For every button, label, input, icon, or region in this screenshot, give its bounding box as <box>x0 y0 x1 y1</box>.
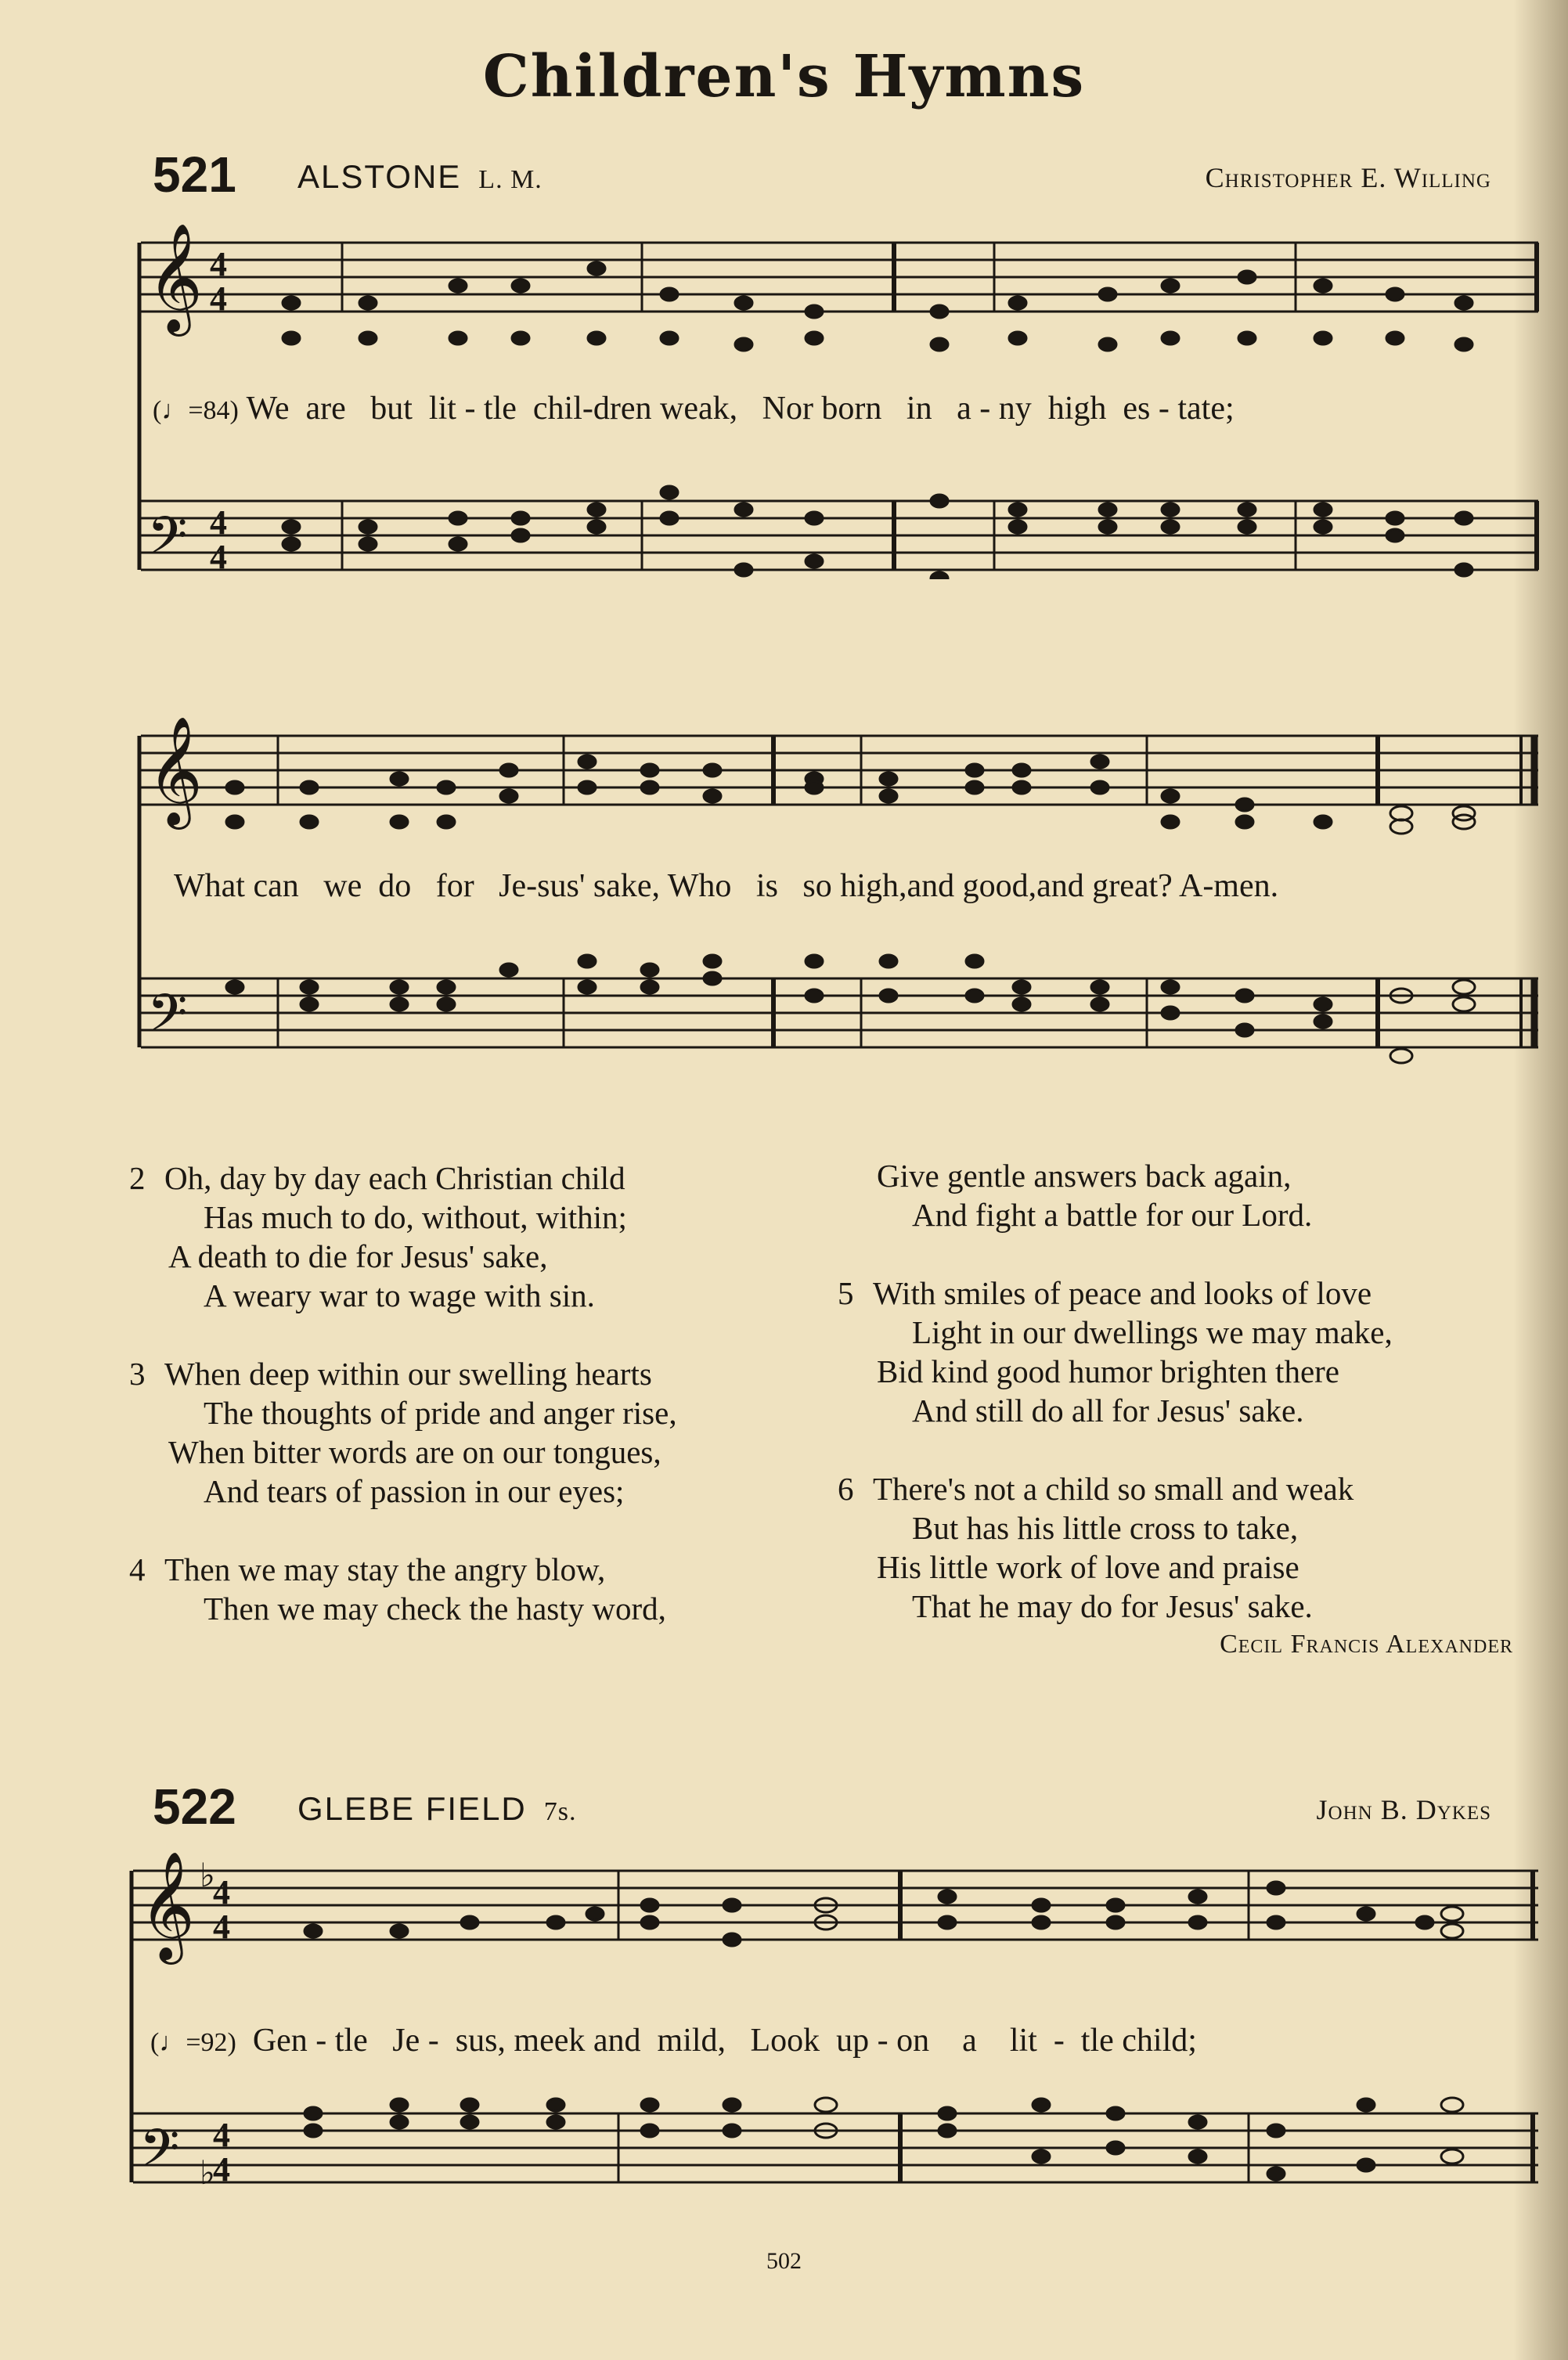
tempo-marking: (♩=92) <box>150 2028 236 2057</box>
hymn-521-header <box>153 141 1491 204</box>
flat-icon: ♭ <box>200 2153 215 2192</box>
lyric-line: (♩=84) We are but lit - tle chil-dren weak, Nor born in a - ny high es - tate; <box>153 391 1235 427</box>
bass-clef-icon: 𝄢 <box>147 506 188 578</box>
lyric-line: What can we do for Je-sus' sake, Who is so high,and good,and great? A-men. <box>174 868 1279 904</box>
meter: L. M. <box>478 165 542 194</box>
tune-name: ALSTONE L. M. <box>297 158 542 195</box>
treble-clef-icon: 𝄞 <box>139 1851 195 1960</box>
lyric-line: (♩=92) Gen - tle Je - sus, meek and mild, Look up - on a lit - tle child; <box>150 2023 1197 2059</box>
hymn-number: 522 <box>153 1778 236 1835</box>
verse-4-start: 4 Then we may stay the angry blow, Then we may check the hasty word, <box>129 1551 666 1627</box>
svg-text:4: 4 <box>210 538 227 576</box>
verse-number: 6 <box>838 1471 854 1507</box>
verse-number: 2 <box>129 1160 146 1196</box>
note-heads <box>226 755 1475 1063</box>
verse-number: 4 <box>129 1551 146 1587</box>
hymn-522-header <box>153 1773 1491 1836</box>
page-number: 502 <box>766 2248 802 2274</box>
verse-number: 5 <box>838 1275 854 1311</box>
time-signature-top: 4 <box>210 245 227 283</box>
hymn-number: 521 <box>153 146 236 203</box>
verse-2: 2 Oh, day by day each Christian child Has much to do, without, within; A death to die for Jesus' sake, A weary war to wage with sin. <box>129 1160 627 1313</box>
section-title: Children's Hymns <box>482 43 1086 110</box>
svg-text:4: 4 <box>210 503 227 542</box>
verse-number: 3 <box>129 1356 146 1392</box>
composer: John B. Dykes <box>1316 1794 1491 1825</box>
tune-name: GLEBE FIELD 7s. <box>297 1790 577 1827</box>
verse-3: 3 When deep within our swelling hearts The thoughts of pride and anger rise, When bitter words are on our tongues, And tears of passion in our eyes; <box>129 1356 677 1509</box>
bass-clef-icon: 𝄢 <box>147 983 188 1056</box>
time-signature-bottom: 4 <box>210 279 227 318</box>
tempo-marking: (♩=84) <box>153 396 239 425</box>
verses-left-column <box>129 1158 834 1667</box>
bass-clef-icon: 𝄢 <box>139 2118 180 2191</box>
composer: Christopher E. Willing <box>1205 162 1491 193</box>
verse-6: 6 There's not a child so small and weak But has his little cross to take, His little work of love and praise That he may do for Jesus' sake. <box>838 1471 1354 1624</box>
svg-text:4: 4 <box>213 2116 230 2154</box>
svg-text:4: 4 <box>213 1908 230 1946</box>
verse-4-end: Give gentle answers back again, And fight a battle for our Lord. <box>877 1158 1313 1233</box>
verse-5: 5 With smiles of peace and looks of love Light in our dwellings we may make, Bid kind good humor brighten there And still do all for Jesus' sake. <box>838 1275 1393 1429</box>
meter: 7s. <box>543 1797 577 1826</box>
verses-right-column <box>838 1156 1542 1665</box>
hymn-author: Cecil Francis Alexander <box>1220 1630 1513 1659</box>
svg-text:4: 4 <box>213 2150 230 2189</box>
flat-icon: ♭ <box>200 1856 215 1894</box>
treble-clef-icon: 𝄞 <box>147 716 203 825</box>
treble-clef-icon: 𝄞 <box>147 223 203 332</box>
svg-text:4: 4 <box>213 1873 230 1911</box>
